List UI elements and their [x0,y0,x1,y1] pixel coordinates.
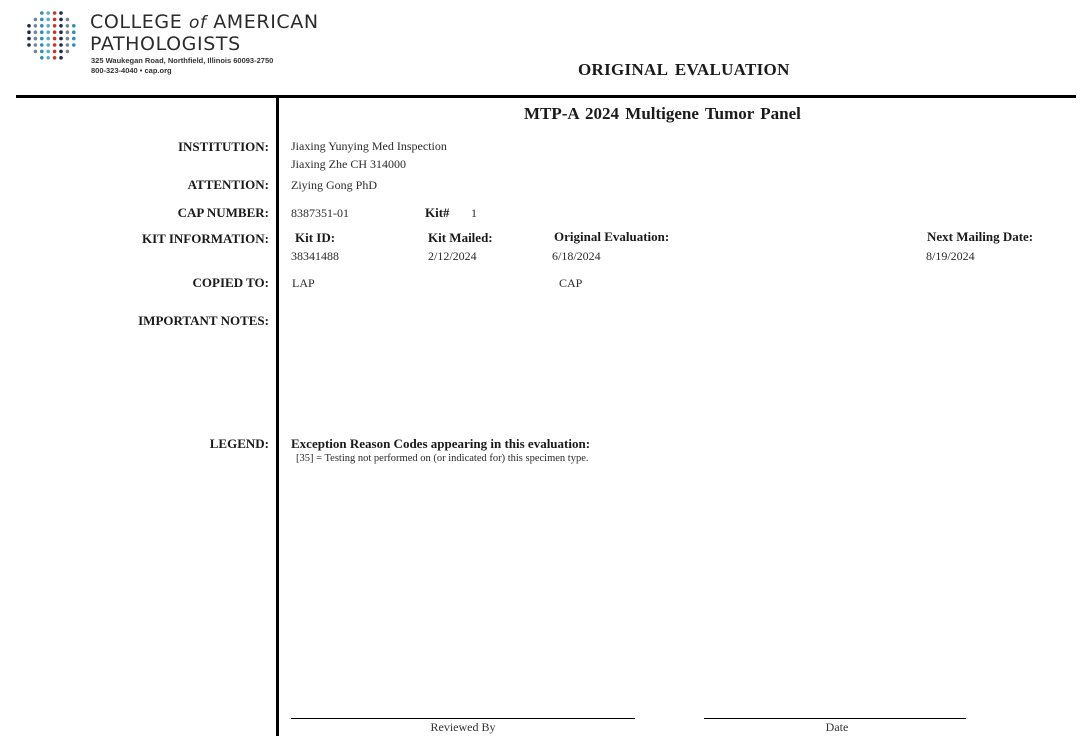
institution-name: Jiaxing Yunying Med Inspection [291,139,447,153]
org-name-line2: PATHOLOGISTS [90,33,241,55]
header-divider [16,95,1076,98]
kit-number-value: 1 [471,206,477,220]
kit-id-label: Kit ID: [295,230,336,245]
cap-logo-icon [26,10,78,62]
important-notes-label: IMPORTANT NOTES: [138,313,269,328]
cap-number-label: CAP NUMBER: [177,205,269,220]
org-name-of: of [188,13,207,33]
original-evaluation-value: 6/18/2024 [552,249,601,263]
org-name-american: AMERICAN [213,11,319,33]
copied-to-label: COPIED TO: [192,275,269,290]
institution-location: Jiaxing Zhe CH 314000 [291,157,406,171]
kit-information-label: KIT INFORMATION: [142,231,269,246]
org-name-college: COLLEGE [90,11,183,33]
attention-label: ATTENTION: [187,177,269,192]
copied-to-lap: LAP [292,276,315,290]
kit-mailed-label: Kit Mailed: [428,230,493,245]
panel-title: MTP-A 2024 Multigene Tumor Panel [524,104,801,123]
original-evaluation-label: Original Evaluation: [554,229,670,244]
org-name-line1 [90,12,319,34]
cap-number-value: 8387351-01 [291,206,349,220]
org-contact: 800-323-4040 • cap.org [91,66,172,75]
reviewed-by-label: Reviewed By [430,720,496,734]
date-label: Date [825,720,849,734]
legend-item: [35] = Testing not performed on (or indicated for) this specimen type. [296,453,589,464]
next-mailing-date-value: 8/19/2024 [926,249,975,263]
institution-label: INSTITUTION: [177,139,269,154]
date-line [704,718,966,719]
copied-to-cap: CAP [559,276,583,290]
kit-mailed-value: 2/12/2024 [428,249,477,263]
kit-id-value: 38341488 [291,249,339,263]
kit-number-label: Kit# [425,205,450,220]
column-divider [276,97,279,736]
reviewed-by-line [291,718,635,719]
legend-label: LEGEND: [209,436,269,451]
next-mailing-date-label: Next Mailing Date: [927,229,1034,244]
org-address: 325 Waukegan Road, Northfield, Illinois 60093-2750 [91,56,274,65]
attention-value: Ziying Gong PhD [291,178,378,192]
document-title: ORIGINAL EVALUATION [578,60,790,79]
legend-title: Exception Reason Codes appearing in this evaluation: [291,436,591,451]
